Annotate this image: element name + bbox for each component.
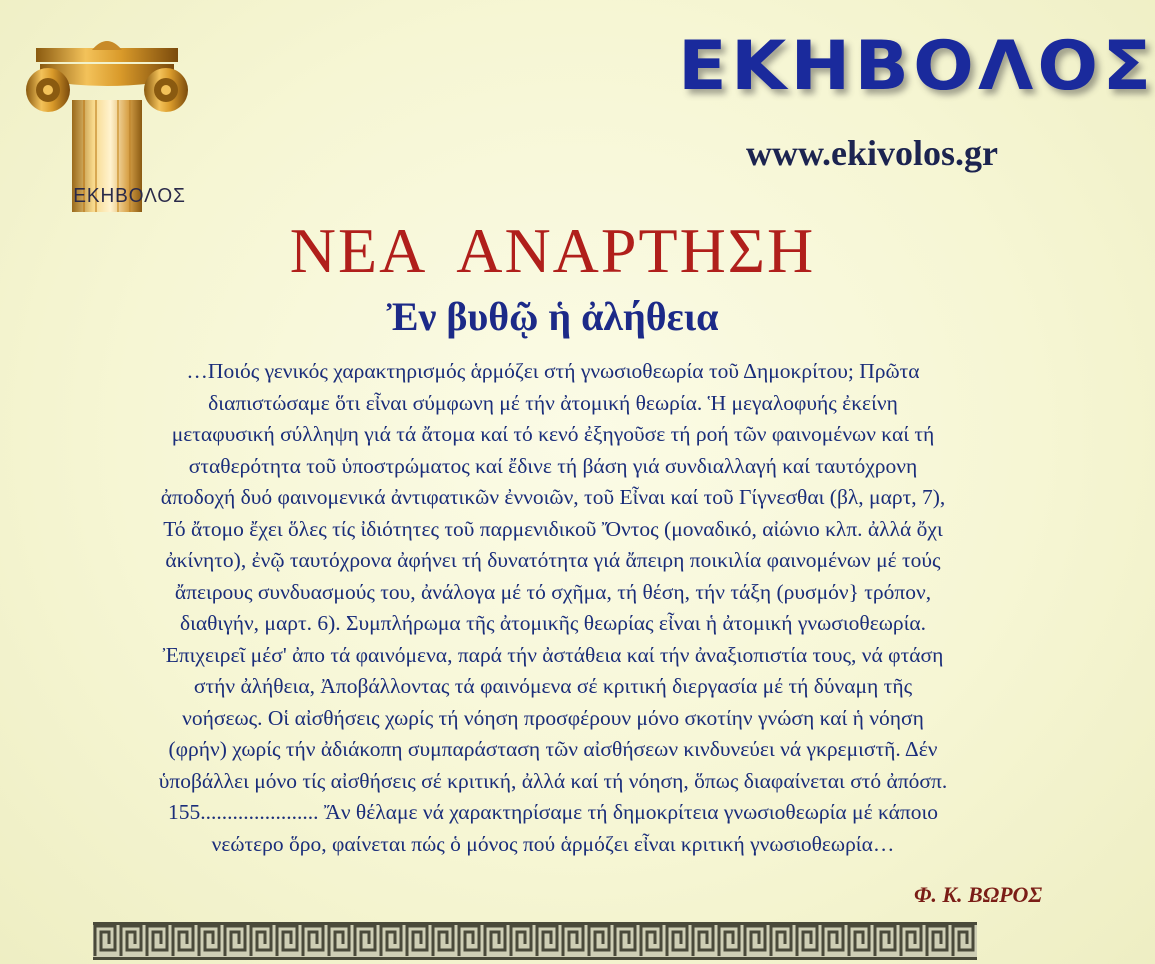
body-line: Τό ἄτομο ἔχει ὅλες τίς ἰδιότητες τοῦ παρμενιδικοῦ Ὄντος (μοναδικό, αἰώνιο κλπ. ἀλλά ὄχι — [163, 516, 943, 541]
body-line: μεταφυσική σύλληψη γιά τά ἄτομα καί τό κενό ἐξηγοῦσε τή ροή τῶν φαινομένων καί τή — [171, 422, 935, 446]
body-line: στήν ἀλήθεια, Ἀποβάλλοντας τά φαινόμενα σέ κριτική διεργασία μέ τή δύναμη τῆς — [193, 674, 913, 698]
body-line: ἄπειρους συνδυασμούς του, ἀνάλογα μέ τό σχῆμα, τή θέση, τήν τάξη (ρυσμόν} τρόπον, — [174, 579, 932, 604]
body-line: διαθιγήν, μαρτ. 6). Συμπλήρωμα τῆς ἀτομικῆς θεωρίας εἶναι ἡ ἀτομική γνωσιοθεωρία. — [179, 611, 927, 635]
logo-caption: ΕΚΗΒΟΛΟΣ — [73, 185, 186, 207]
body-line: (φρήν) χωρίς τήν ἀδιάκοπη συμπαράσταση τῶν αἰσθήσεων κινδυνεύει νά γκρεμιστῆ. Δέν — [168, 737, 938, 761]
meander-border — [93, 922, 977, 960]
article-body — [28, 356, 1078, 860]
body-line: νεώτερο ὅρο, φαίνεται πώς ὁ μόνος πού ἁρμόζει εἶναι κριτική γνωσιοθεωρία… — [211, 831, 895, 856]
brand-title: ΕΚΗΒΟΛΟΣ — [678, 27, 1155, 106]
author-signature: Φ. Κ. ΒΩΡΟΣ — [914, 882, 1043, 907]
subtitle: Ἐν βυθῷ ἡ ἀλήθεια — [386, 294, 719, 339]
body-line: ἀποδοχή δυό φαινομενικά ἀντιφατικῶν ἐννοιῶν, τοῦ Εἶναι καί τοῦ Γίγνεσθαι (βλ, μαρτ, 7), — [160, 485, 946, 509]
body-line: …Ποιός γενικός χαρακτηρισμός ἁρμόζει στή γνωσιοθεωρία τοῦ Δημοκρίτου; Πρῶτα — [186, 359, 920, 383]
body-line: σταθερότητα τοῦ ὑποστρώματος καί ἔδινε τή βάση γιά συνδιαλλαγή καί ταυτόχρονη — [188, 453, 918, 478]
body-line: 155...................... Ἄν θέλαμε νά χαρακτηρίσαμε τή δημοκρίτεια γνωσιοθεωρία μέ κάποιο — [167, 800, 939, 824]
body-line: ὑποβάλλει μόνο τίς αἰσθήσεις σέ κριτική, ἀλλά καί τή νόηση, ὅπως διαφαίνεται στό ἀπόσπ. — [158, 768, 948, 793]
body-line: διαπιστώσαμε ὅτι εἶναι σύμφωνη μέ τήν ἀτομική θεωρία. Ἡ μεγαλοφυής ἐκείνη — [208, 390, 898, 415]
brand-url[interactable]: www.ekivolos.gr — [746, 133, 998, 173]
body-line: ἀκίνητο), ἐνῷ ταυτόχρονα ἀφήνει τή δυνατότητα γιά ἄπειρη ποικιλία φαινομένων μέ τούς — [165, 548, 941, 572]
body-line: νοήσεως. Οἱ αἰσθήσεις χωρίς τή νόηση προσφέρουν μόνο σκοτίην γνώση καί ἡ νόηση — [182, 705, 924, 730]
headline: ΝΕΑ ΑΝΑΡΤΗΣΗ — [289, 215, 816, 286]
body-line: Ἐπιχειρεῖ μέσ' ἀπο τά φαινόμενα, παρά τήν ἀστάθεια καί τήν ἀναξιοπιστία τους, νά φτάση — [162, 642, 944, 667]
